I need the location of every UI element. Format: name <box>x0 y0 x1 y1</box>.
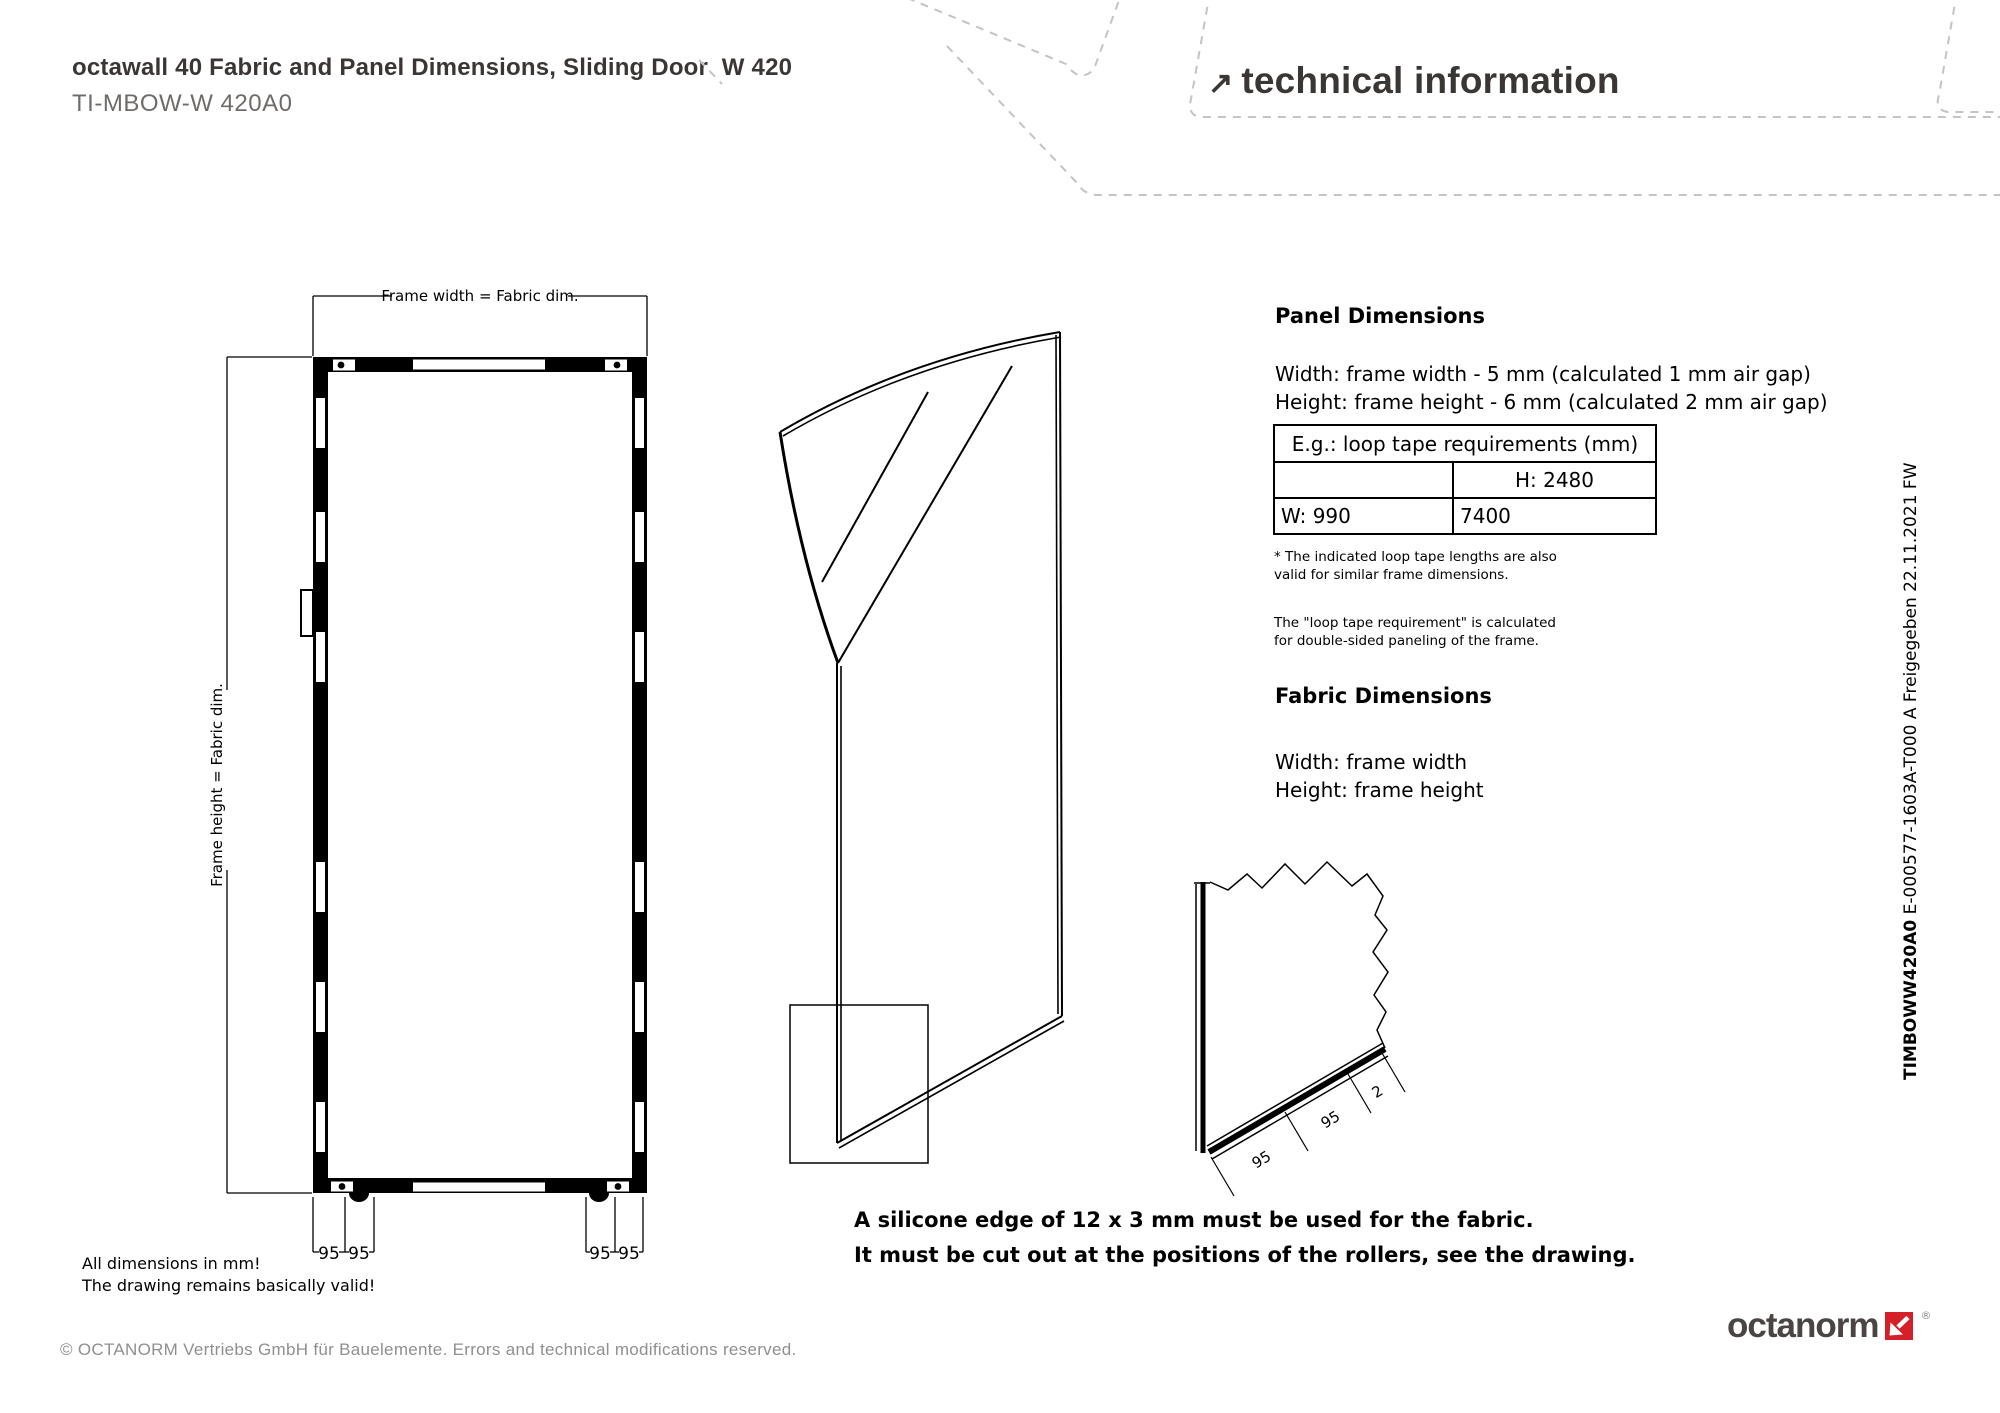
detail-callout-box <box>790 1005 928 1163</box>
dim-95-label: 95 <box>618 1244 640 1264</box>
silicone-note-line: It must be cut out at the positions of the rollers, see the drawing. <box>854 1243 1636 1267</box>
octanorm-logo <box>1727 1306 1932 1345</box>
fabric-perspective-view <box>780 332 1064 1163</box>
silicone-edge-strip <box>1209 1049 1385 1152</box>
dashed-chevron-decoration <box>699 0 2000 195</box>
corner-detail-view <box>1194 862 1405 1196</box>
top-left-roller-dot <box>338 362 345 369</box>
doc-code: TI-MBOW-W 420A0 <box>72 90 293 117</box>
dimensions-footnote <box>82 1253 375 1297</box>
footnote-line: All dimensions in mm! <box>82 1254 261 1273</box>
fabric-dimensions-text <box>1275 748 1484 804</box>
bottom-right-roller-dot <box>615 1183 622 1190</box>
footnote-line: * The indicated loop tape lengths are also <box>1274 549 1557 565</box>
top-slot <box>413 360 545 370</box>
loop-tape-table <box>1273 424 1657 535</box>
doc-number-release: E-000577-1603A-T000 A Freigegeben 22.11.2021 FW <box>1901 462 1921 920</box>
footnote-line: The drawing remains basically valid! <box>82 1276 376 1295</box>
panel-width-line: Width: frame width - 5 mm (calculated 1 mm air gap) <box>1275 362 1811 386</box>
silicone-edge-note <box>854 1203 1636 1273</box>
detail-dim-95-label: 95 <box>1317 1107 1344 1133</box>
frame-width-dim-label: Frame width = Fabric dim. <box>381 287 579 305</box>
doc-number-code: TIMBOWW420A0 <box>1901 919 1921 1080</box>
copyright-line: © OCTANORM Vertriebs GmbH für Bauelemente. Errors and technical modifications reserved. <box>60 1340 797 1359</box>
loop-tape-table-header: E.g.: loop tape requirements (mm) <box>1274 425 1656 462</box>
dim-95-label: 95 <box>348 1244 370 1264</box>
note-line: The "loop tape requirement" is calculated <box>1274 615 1556 631</box>
page-title: octawall 40 Fabric and Panel Dimensions, Sliding Door W 420 <box>72 54 793 81</box>
roller-wheel-left <box>349 1193 369 1202</box>
detail-dim-95-label: 95 <box>1248 1147 1275 1173</box>
bottom-slot <box>413 1183 545 1192</box>
loop-tape-cell-empty <box>1274 462 1453 498</box>
dim-95-label: 95 <box>318 1244 340 1264</box>
octanorm-logo-text: octanorm <box>1727 1306 1879 1345</box>
vertical-doc-number <box>1901 462 2000 1100</box>
fabric-dimensions-heading: Fabric Dimensions <box>1275 684 1492 708</box>
torn-edge <box>1210 862 1388 1048</box>
panel-dimensions-text <box>1275 360 1828 416</box>
fabric-height-line: Height: frame height <box>1275 778 1484 802</box>
top-right-roller-dot <box>614 362 621 369</box>
bottom-left-roller-dot <box>339 1183 346 1190</box>
footnote-line: valid for similar frame dimensions. <box>1274 567 1509 583</box>
panel-dimensions-heading: Panel Dimensions <box>1275 304 1485 328</box>
section-header-label: technical information <box>1241 60 1620 101</box>
frame-front-view <box>301 357 647 1202</box>
door-handle <box>301 590 313 636</box>
loop-tape-cell-value: 7400 <box>1453 498 1656 534</box>
roller-wheel-right <box>589 1193 609 1202</box>
loop-tape-cell-h: H: 2480 <box>1453 462 1656 498</box>
loop-tape-note <box>1274 614 1556 650</box>
note-line: for double-sided paneling of the frame. <box>1274 633 1539 649</box>
fabric-width-line: Width: frame width <box>1275 750 1467 774</box>
loop-tape-cell-w: W: 990 <box>1274 498 1453 534</box>
detail-dim-2-label: 2 <box>1368 1081 1387 1102</box>
arrow-up-right-icon: ↗ <box>1208 66 1234 100</box>
silicone-note-line: A silicone edge of 12 x 3 mm must be used for the fabric. <box>854 1208 1534 1232</box>
panel-height-line: Height: frame height - 6 mm (calculated 2 mm air gap) <box>1275 390 1828 414</box>
detail-dim-leaders <box>1211 1053 1405 1196</box>
registered-mark: ® <box>1920 1308 1932 1322</box>
fold-inner-edge <box>822 392 928 582</box>
frame-height-dim-label: Frame height = Fabric dim. <box>208 683 226 887</box>
loop-tape-footnote <box>1274 548 1557 584</box>
fold-edge <box>838 366 1012 663</box>
dim-95-label: 95 <box>589 1244 611 1264</box>
octanorm-arrow-icon <box>1885 1312 1913 1340</box>
